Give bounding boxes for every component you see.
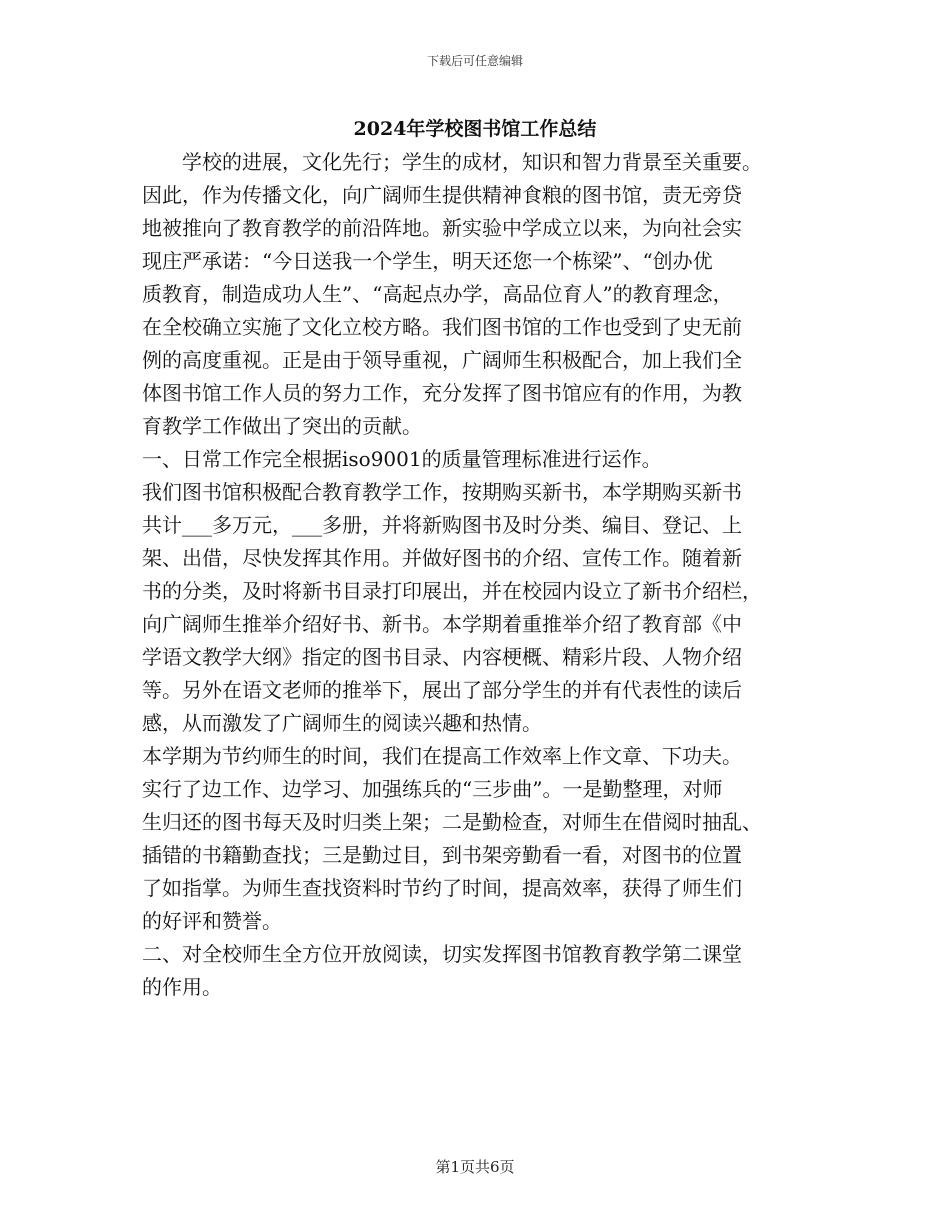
body-line: 了如指掌。为师生查找资料时节约了时间，提高效率，获得了师生们 xyxy=(142,876,742,900)
body-line: 因此，作为传播文化，向广阔师生提供精神食粮的图书馆，责无旁贷 xyxy=(142,183,742,207)
section-heading: 二、对全校师生全方位开放阅读，切实发挥图书馆教育教学第二课堂 xyxy=(142,942,742,966)
body-line: 我们图书馆积极配合教育教学工作，按期购买新书，本学期购买新书 xyxy=(142,480,742,504)
body-line: 质教育，制造成功人生”、“高起点办学，高品位育人”的教育理念， xyxy=(142,282,733,306)
section-heading: 的作用。 xyxy=(142,975,222,999)
body-line: 插错的书籍勤查找；三是勤过目，到书架旁勤看一看，对图书的位置 xyxy=(142,843,742,867)
body-line: 等。另外在语文老师的推举下，展出了部分学生的并有代表性的读后 xyxy=(142,678,742,702)
document-body xyxy=(142,146,812,1004)
body-line: 现庄严承诺：“今日送我一个学生，明天还您一个栋梁”、“创办优 xyxy=(142,249,713,273)
body-line: 本学期为节约师生的时间，我们在提高工作效率上作文章、下功夫。 xyxy=(142,744,742,768)
body-line: 学语文教学大纲》指定的图书目录、内容梗概、精彩片段、人物介绍 xyxy=(142,645,742,669)
body-line: 书的分类，及时将新书目录打印展出，并在校园内设立了新书介绍栏， xyxy=(142,579,762,603)
body-line: 的好评和赞誉。 xyxy=(142,909,282,933)
body-line: 体图书馆工作人员的努力工作，充分发挥了图书馆应有的作用，为教 xyxy=(142,381,742,405)
section-heading: 一、日常工作完全根据iso9001的质量管理标准进行运作。 xyxy=(142,447,662,471)
body-line: 共计___多万元，___多册，并将新购图书及时分类、编目、登记、上 xyxy=(142,513,742,537)
page-footer: 第1页共6页 xyxy=(435,1158,515,1176)
body-line: 感，从而激发了广阔师生的阅读兴趣和热情。 xyxy=(142,711,542,735)
body-line: 例的高度重视。正是由于领导重视，广阔师生积极配合，加上我们全 xyxy=(142,348,742,372)
body-line: 育教学工作做出了突出的贡献。 xyxy=(142,414,422,438)
body-line: 生归还的图书每天及时归类上架；二是勤检查，对师生在借阅时抽乱、 xyxy=(142,810,762,834)
body-line: 在全校确立实施了文化立校方略。我们图书馆的工作也受到了史无前 xyxy=(142,315,742,339)
body-line: 地被推向了教育教学的前沿阵地。新实验中学成立以来，为向社会实 xyxy=(142,216,742,240)
body-line: 架、出借，尽快发挥其作用。并做好图书的介绍、宣传工作。随着新 xyxy=(142,546,742,570)
page-header: 下载后可任意编辑 xyxy=(426,54,523,68)
body-line: 向广阔师生推举介绍好书、新书。本学期着重推举介绍了教育部《中 xyxy=(142,612,742,636)
body-line: 学校的进展，文化先行；学生的成材，知识和智力背景至关重要。 xyxy=(182,150,762,174)
document-title: 2024年学校图书馆工作总结 xyxy=(353,118,597,140)
body-line: 实行了边工作、边学习、加强练兵的“三步曲”。一是勤整理，对师 xyxy=(142,777,723,801)
